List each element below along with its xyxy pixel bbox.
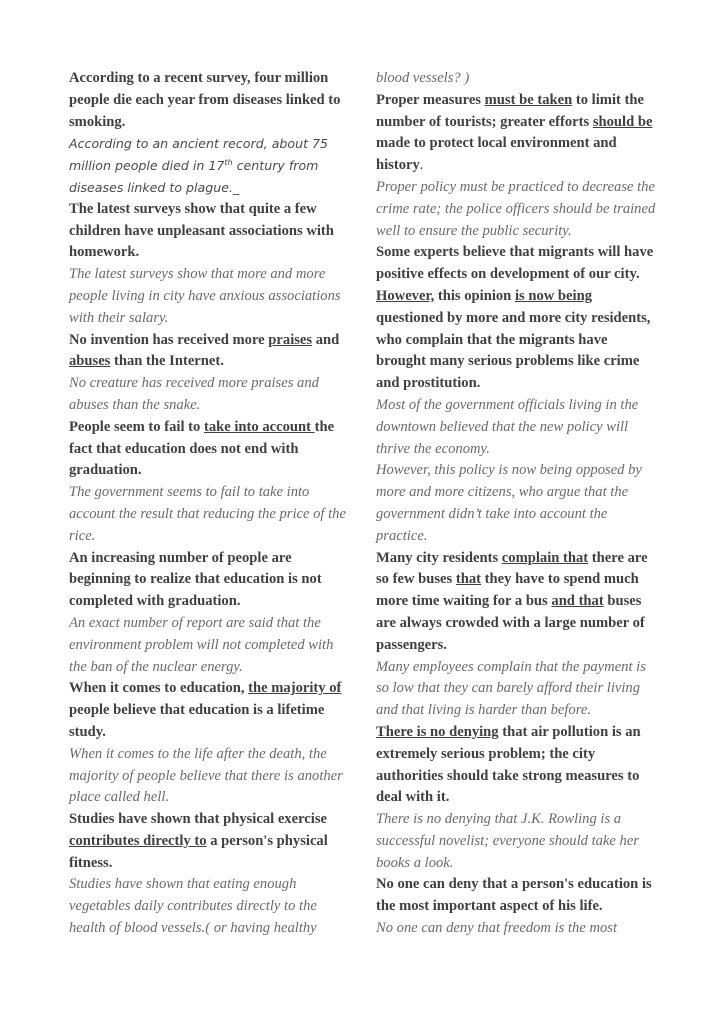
sentence-text: Studies have shown that physical exercise <box>69 811 327 828</box>
sentence-text: century from diseases linked to plague._ <box>69 158 319 195</box>
sentence-text: they have to spend much more time waiting for a bus <box>376 571 639 610</box>
underlined-phrase: However, <box>376 287 435 304</box>
underlined-phrase: must be taken <box>484 91 573 108</box>
sentence-text: than the Internet. <box>110 353 224 370</box>
sentence-text: Proper policy must be practiced to decrease the crime rate; the police officers should be trained well to ensure the public security. <box>376 178 656 239</box>
practice-sentence <box>376 395 660 460</box>
sentence-text: When it comes to the life after the death, the majority of people believe that there is another place called hell. <box>69 745 343 806</box>
example-sentence <box>69 330 352 374</box>
underlined-phrase: that <box>455 571 482 588</box>
sentence-text: that air pollution is an extremely serious problem; the city authorities should take strong measures to deal with it. <box>376 723 641 806</box>
practice-sentence <box>69 133 352 198</box>
example-sentence <box>69 417 352 482</box>
underlined-phrase: take into account <box>203 418 315 435</box>
sentence-text: An increasing number of people are beginning to realize that education is not completed with graduation. <box>69 549 322 610</box>
example-sentence <box>376 548 660 657</box>
sentence-text: there are so few buses <box>376 549 648 588</box>
practice-sentence <box>69 264 352 329</box>
sentence-text: According to a recent survey, four million people die each year from diseases linked to smoking. <box>69 70 341 130</box>
underlined-phrase: There is no denying <box>376 723 499 740</box>
sentence-text: . <box>419 157 424 174</box>
sentence-text: No one can deny that freedom is the most <box>376 920 618 937</box>
sentence-text: The government seems to fail to take into account the result that reducing the price of the rice. <box>69 484 346 544</box>
right-column <box>376 68 660 940</box>
practice-sentence <box>376 918 660 940</box>
underlined-phrase: praises <box>268 331 313 348</box>
sentence-text: this opinion <box>434 287 515 304</box>
sentence-text: An exact number of report are said that the environment problem will not completed with the ban of the nuclear energy. <box>69 614 334 675</box>
sentence-text: Many city residents <box>376 549 502 566</box>
sentence-text: When it comes to education, <box>69 680 249 697</box>
practice-sentence <box>69 874 352 939</box>
sentence-text: Many employees complain that the payment is so low that they can barely afford their living and that living is harder than before. <box>376 658 646 719</box>
underlined-phrase: abuses <box>69 353 111 370</box>
underlined-phrase: is now being <box>514 287 592 304</box>
practice-sentence <box>69 613 352 678</box>
practice-sentence <box>376 809 660 874</box>
sentence-text: and <box>312 331 340 348</box>
practice-sentence <box>69 373 352 417</box>
sentence-text: No invention has received more <box>69 331 269 348</box>
underlined-phrase: contributes directly to <box>69 832 207 849</box>
example-sentence <box>376 90 660 177</box>
sentence-text: made to protect local environment and history <box>376 135 617 174</box>
example-sentence <box>69 199 352 264</box>
example-sentence <box>69 809 352 874</box>
sentence-text: No creature has received more praises and abuses than the snake. <box>69 375 319 413</box>
sentence-text: people believe that education is a lifetime study. <box>69 702 325 740</box>
sentence-text: to limit the number of tourists; greater efforts <box>376 91 644 130</box>
left-column <box>69 68 352 940</box>
underlined-phrase: the majority of <box>248 680 342 697</box>
sentence-text: the fact that education does not end with graduation. <box>69 418 335 479</box>
practice-sentence <box>69 482 352 547</box>
underlined-phrase: and that <box>551 593 604 610</box>
sentence-text: The latest surveys show that more and more people living in city have anxious associations with their salary. <box>69 266 341 326</box>
practice-sentence <box>69 744 352 809</box>
sentence-text: Some experts believe that migrants will have positive effects on development of our city. <box>376 244 654 283</box>
sentence-text: a person's physical fitness. <box>69 832 328 871</box>
practice-sentence <box>376 460 660 547</box>
underlined-phrase: complain that <box>501 549 589 566</box>
example-sentence <box>69 678 352 743</box>
sentence-text: However, this policy is now being opposed by more and more citizens, who argue that the government didn’t take into account the practice. <box>376 462 642 544</box>
sentence-text: Studies have shown that eating enough vegetables daily contributes directly to the health of blood vessels.( or having healthy <box>69 876 317 937</box>
sentence-text: People seem to fail to <box>69 418 204 435</box>
sentence-text: The latest surveys show that quite a few children have unpleasant associations with homework. <box>69 200 334 261</box>
example-sentence <box>69 68 352 133</box>
sentence-text: No one can deny that a person's education is the most important aspect of his life. <box>376 876 652 915</box>
example-sentence <box>376 874 660 918</box>
example-sentence <box>69 548 352 613</box>
sentence-text: Proper measures <box>376 91 485 108</box>
practice-sentence <box>376 68 660 90</box>
superscript: th <box>224 158 233 167</box>
sentence-text: There is no denying that J.K. Rowling is a successful novelist; everyone should take her books a look. <box>376 811 640 871</box>
practice-sentence <box>376 177 660 242</box>
sentence-text: buses are always crowded with a large number of passengers. <box>376 593 645 653</box>
example-sentence <box>376 722 660 809</box>
sentence-text: Most of the government officials living in the downtown believed that the new policy will thrive the economy. <box>376 396 639 457</box>
sentence-text: blood vessels? ) <box>376 70 470 86</box>
sentence-text: According to an ancient record, about 75 million people died in 17 <box>69 136 329 174</box>
practice-sentence <box>376 657 660 722</box>
example-sentence <box>376 242 660 395</box>
sentence-text: questioned by more and more city residents, who complain that the migrants have brought many serious problems like crime and prostitution. <box>376 309 651 392</box>
underlined-phrase: should be <box>592 113 653 130</box>
